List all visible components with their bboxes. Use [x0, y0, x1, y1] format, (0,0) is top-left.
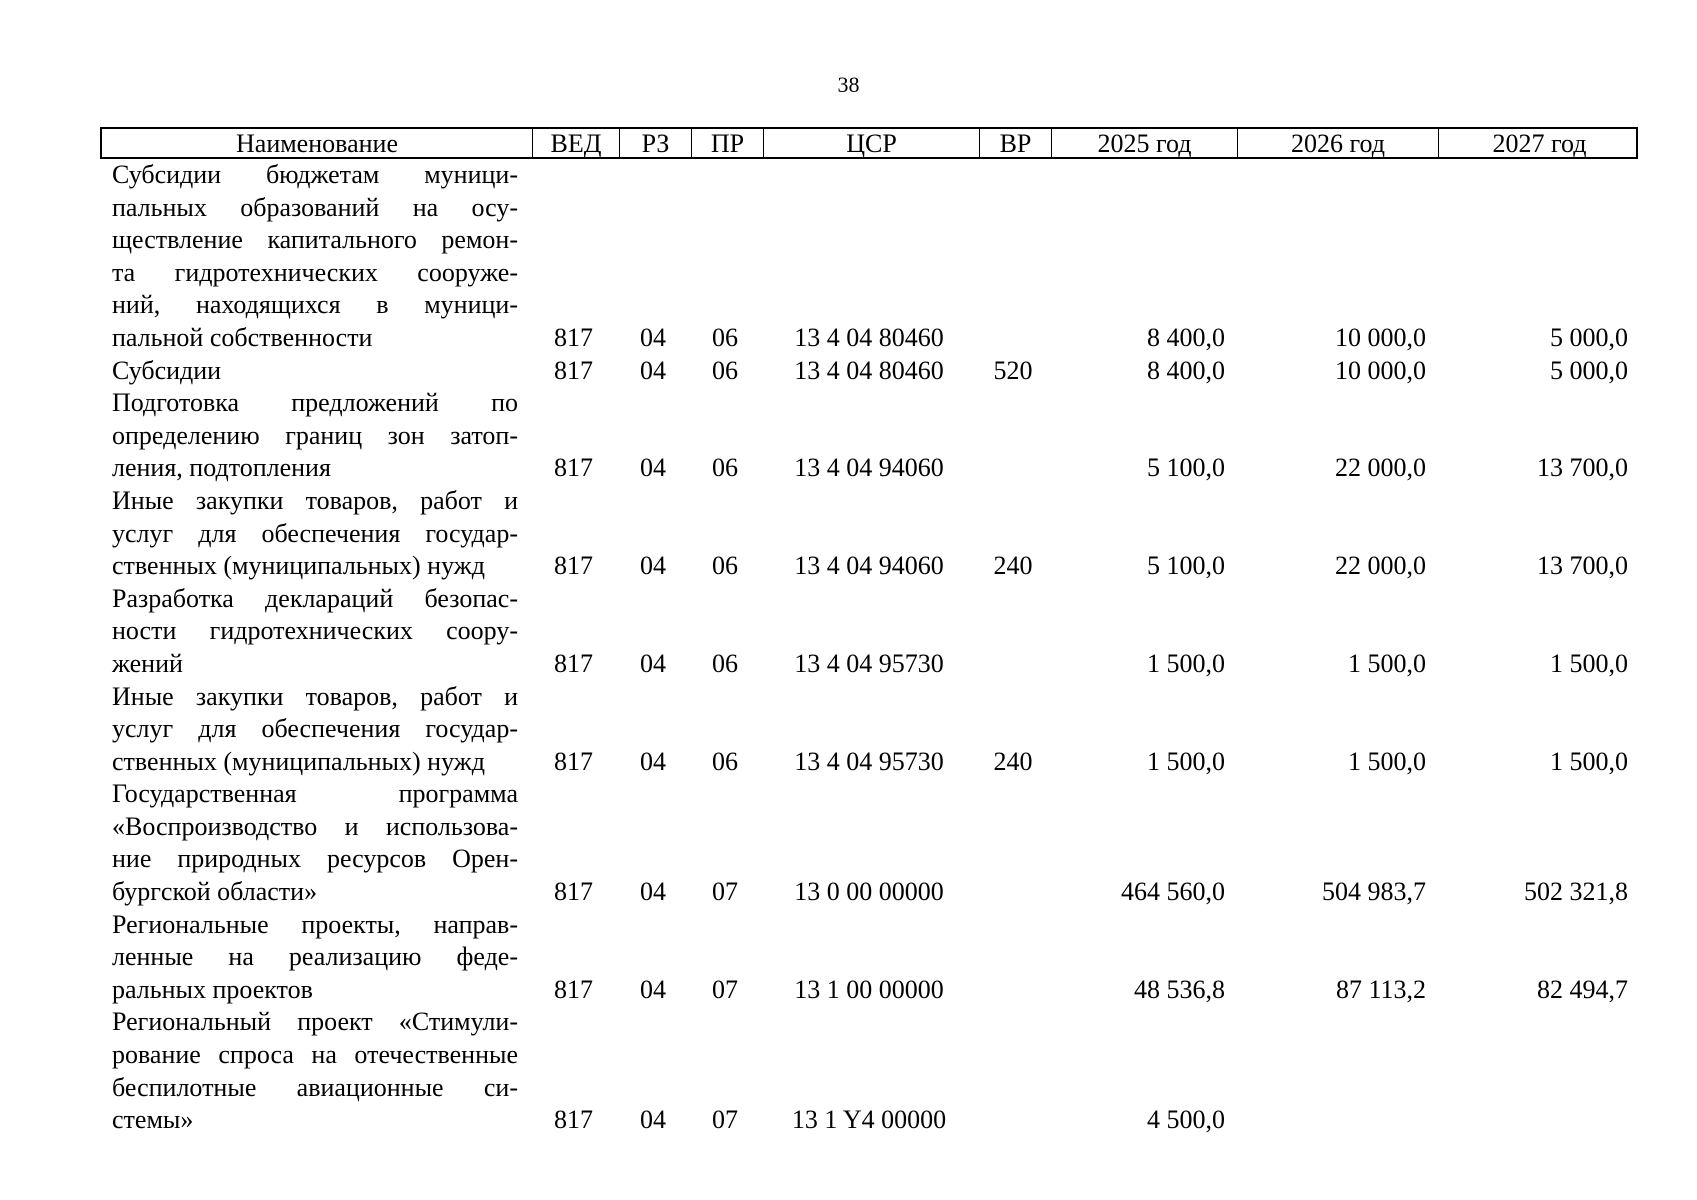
row-vr: 240 — [993, 746, 1033, 776]
row-rz: 04 — [640, 648, 666, 678]
header-2027: 2027 год — [1438, 129, 1640, 159]
row-csr: 13 4 04 80460 — [794, 355, 944, 385]
row-ved: 817 — [554, 453, 593, 483]
row-name — [100, 778, 530, 908]
row-name-line: пальной собственности — [112, 322, 373, 352]
row-name — [100, 355, 530, 388]
row-2027: 13 700,0 — [1537, 551, 1628, 581]
row-ved: 817 — [554, 877, 593, 907]
row-2026: 22 000,0 — [1335, 453, 1426, 483]
row-pr: 07 — [712, 1105, 738, 1135]
row-name-line: Государственная программа — [112, 779, 518, 809]
row-pr: 06 — [712, 551, 738, 581]
row-name — [100, 583, 530, 681]
row-rz: 04 — [640, 746, 666, 776]
table-row — [100, 681, 1638, 779]
row-name-line: ленные на реализацию феде- — [112, 942, 518, 972]
row-2027: 502 321,8 — [1524, 877, 1628, 907]
row-2026: 1 500,0 — [1348, 648, 1426, 678]
row-vr: 520 — [993, 355, 1033, 385]
row-pr: 06 — [712, 322, 738, 352]
table-row — [100, 1006, 1638, 1136]
row-pr: 06 — [712, 648, 738, 678]
row-name-line: Подготовка предложений по — [112, 388, 518, 418]
row-pr: 06 — [712, 453, 738, 483]
row-ved: 817 — [554, 551, 593, 581]
row-2025: 8 400,0 — [1147, 355, 1225, 385]
header-ved: ВЕД — [532, 129, 619, 159]
row-name-line: Субсидии — [112, 355, 222, 385]
row-ved: 817 — [554, 322, 593, 352]
header-pr: ПР — [691, 129, 763, 159]
table-row — [100, 778, 1638, 908]
row-2026: 22 000,0 — [1335, 551, 1426, 581]
row-2025: 8 400,0 — [1147, 322, 1225, 352]
row-rz: 04 — [640, 453, 666, 483]
row-name-line: бургской области» — [112, 877, 318, 907]
table-row — [100, 485, 1638, 583]
row-rz: 04 — [640, 355, 666, 385]
row-name-line: Разработка деклараций безопас- — [112, 583, 518, 613]
row-pr: 07 — [712, 877, 738, 907]
row-2025: 4 500,0 — [1147, 1105, 1225, 1135]
row-name-line: Субсидии бюджетам муници- — [112, 160, 518, 189]
row-2027: 5 000,0 — [1550, 355, 1628, 385]
table-body — [100, 159, 1638, 1137]
row-ved: 817 — [554, 1105, 593, 1135]
row-csr: 13 0 00 00000 — [794, 877, 944, 907]
row-ved: 817 — [554, 746, 593, 776]
row-name-line: ние природных ресурсов Орен- — [112, 844, 518, 874]
budget-table — [100, 127, 1638, 1137]
table-row — [100, 355, 1638, 388]
row-name-line: ности гидротехнических соору- — [112, 616, 518, 646]
row-name-line: ственных (муниципальных) нужд — [112, 746, 485, 776]
row-name-line: та гидротехнических сооруже- — [112, 257, 518, 287]
row-2025: 48 536,8 — [1134, 974, 1225, 1004]
row-csr: 13 4 04 94060 — [794, 453, 944, 483]
row-2025: 1 500,0 — [1147, 648, 1225, 678]
row-ved: 817 — [554, 355, 593, 385]
row-pr: 06 — [712, 355, 738, 385]
row-2027: 82 494,7 — [1537, 974, 1628, 1004]
row-2026: 10 000,0 — [1335, 322, 1426, 352]
row-pr: 06 — [712, 746, 738, 776]
row-2025: 5 100,0 — [1147, 551, 1225, 581]
table-row — [100, 909, 1638, 1007]
header-2025: 2025 год — [1051, 129, 1237, 159]
row-csr: 13 4 04 94060 — [794, 551, 944, 581]
row-rz: 04 — [640, 322, 666, 352]
row-name — [100, 1006, 530, 1136]
row-2027: 1 500,0 — [1550, 648, 1628, 678]
page-number: 38 — [837, 72, 860, 97]
row-2027: 5 000,0 — [1550, 322, 1628, 352]
row-name-line: ральных проектов — [112, 974, 313, 1004]
row-csr: 13 1 Y4 00000 — [791, 1105, 947, 1135]
row-2027: 13 700,0 — [1537, 453, 1628, 483]
row-rz: 04 — [640, 877, 666, 907]
row-name-line: Региональные проекты, направ- — [112, 909, 518, 939]
table-row — [100, 583, 1638, 681]
row-csr: 13 1 00 00000 — [794, 974, 944, 1004]
row-2026: 87 113,2 — [1335, 974, 1426, 1004]
row-rz: 04 — [640, 551, 666, 581]
row-2025: 1 500,0 — [1147, 746, 1225, 776]
row-name-line: пальных образований на осу- — [112, 192, 518, 222]
row-name-line: определению границ зон затоп- — [112, 420, 518, 450]
row-name — [100, 387, 530, 485]
row-vr: 240 — [993, 551, 1033, 581]
row-2026: 10 000,0 — [1335, 355, 1426, 385]
row-name-line: ственных (муниципальных) нужд — [112, 551, 485, 581]
header-2026: 2026 год — [1237, 129, 1438, 159]
row-2025: 464 560,0 — [1121, 877, 1225, 907]
row-2026: 1 500,0 — [1348, 746, 1426, 776]
row-ved: 817 — [554, 648, 593, 678]
row-2027: 1 500,0 — [1550, 746, 1628, 776]
row-name — [100, 485, 530, 583]
row-rz: 04 — [640, 1105, 666, 1135]
row-name-line: жений — [112, 648, 183, 678]
row-name-line: беспилотные авиационные си- — [112, 1072, 518, 1102]
row-name — [100, 681, 530, 779]
row-csr: 13 4 04 95730 — [794, 648, 944, 678]
header-rz: РЗ — [619, 129, 691, 159]
row-name-line: рование спроса на отечественные — [112, 1040, 518, 1070]
row-name-line: Региональный проект «Стимули- — [112, 1007, 518, 1037]
row-name-line: Иные закупки товаров, работ и — [112, 485, 518, 515]
row-2025: 5 100,0 — [1147, 453, 1225, 483]
header-vr: ВР — [979, 129, 1051, 159]
row-name-line: стемы» — [112, 1105, 194, 1135]
row-csr: 13 4 04 80460 — [794, 322, 944, 352]
row-name-line: Иные закупки товаров, работ и — [112, 681, 518, 711]
row-name-line: услуг для обеспечения государ- — [112, 518, 518, 548]
row-name-line: ления, подтопления — [112, 453, 331, 483]
row-name — [100, 909, 530, 1007]
row-name-line: ний, находящихся в муници- — [112, 290, 518, 320]
row-name-line: ществление капитального ремон- — [112, 225, 518, 255]
row-rz: 04 — [640, 974, 666, 1004]
row-name — [100, 159, 530, 355]
row-name-line: «Воспроизводство и использова- — [112, 811, 518, 841]
row-csr: 13 4 04 95730 — [794, 746, 944, 776]
header-name: Наименование — [236, 129, 398, 158]
row-pr: 07 — [712, 974, 738, 1004]
header-csr: ЦСР — [763, 129, 979, 159]
row-name-line: услуг для обеспечения государ- — [112, 714, 518, 744]
table-row — [100, 159, 1638, 355]
row-2026: 504 983,7 — [1322, 877, 1426, 907]
row-ved: 817 — [554, 974, 593, 1004]
table-row — [100, 387, 1638, 485]
table-header — [100, 127, 1638, 159]
